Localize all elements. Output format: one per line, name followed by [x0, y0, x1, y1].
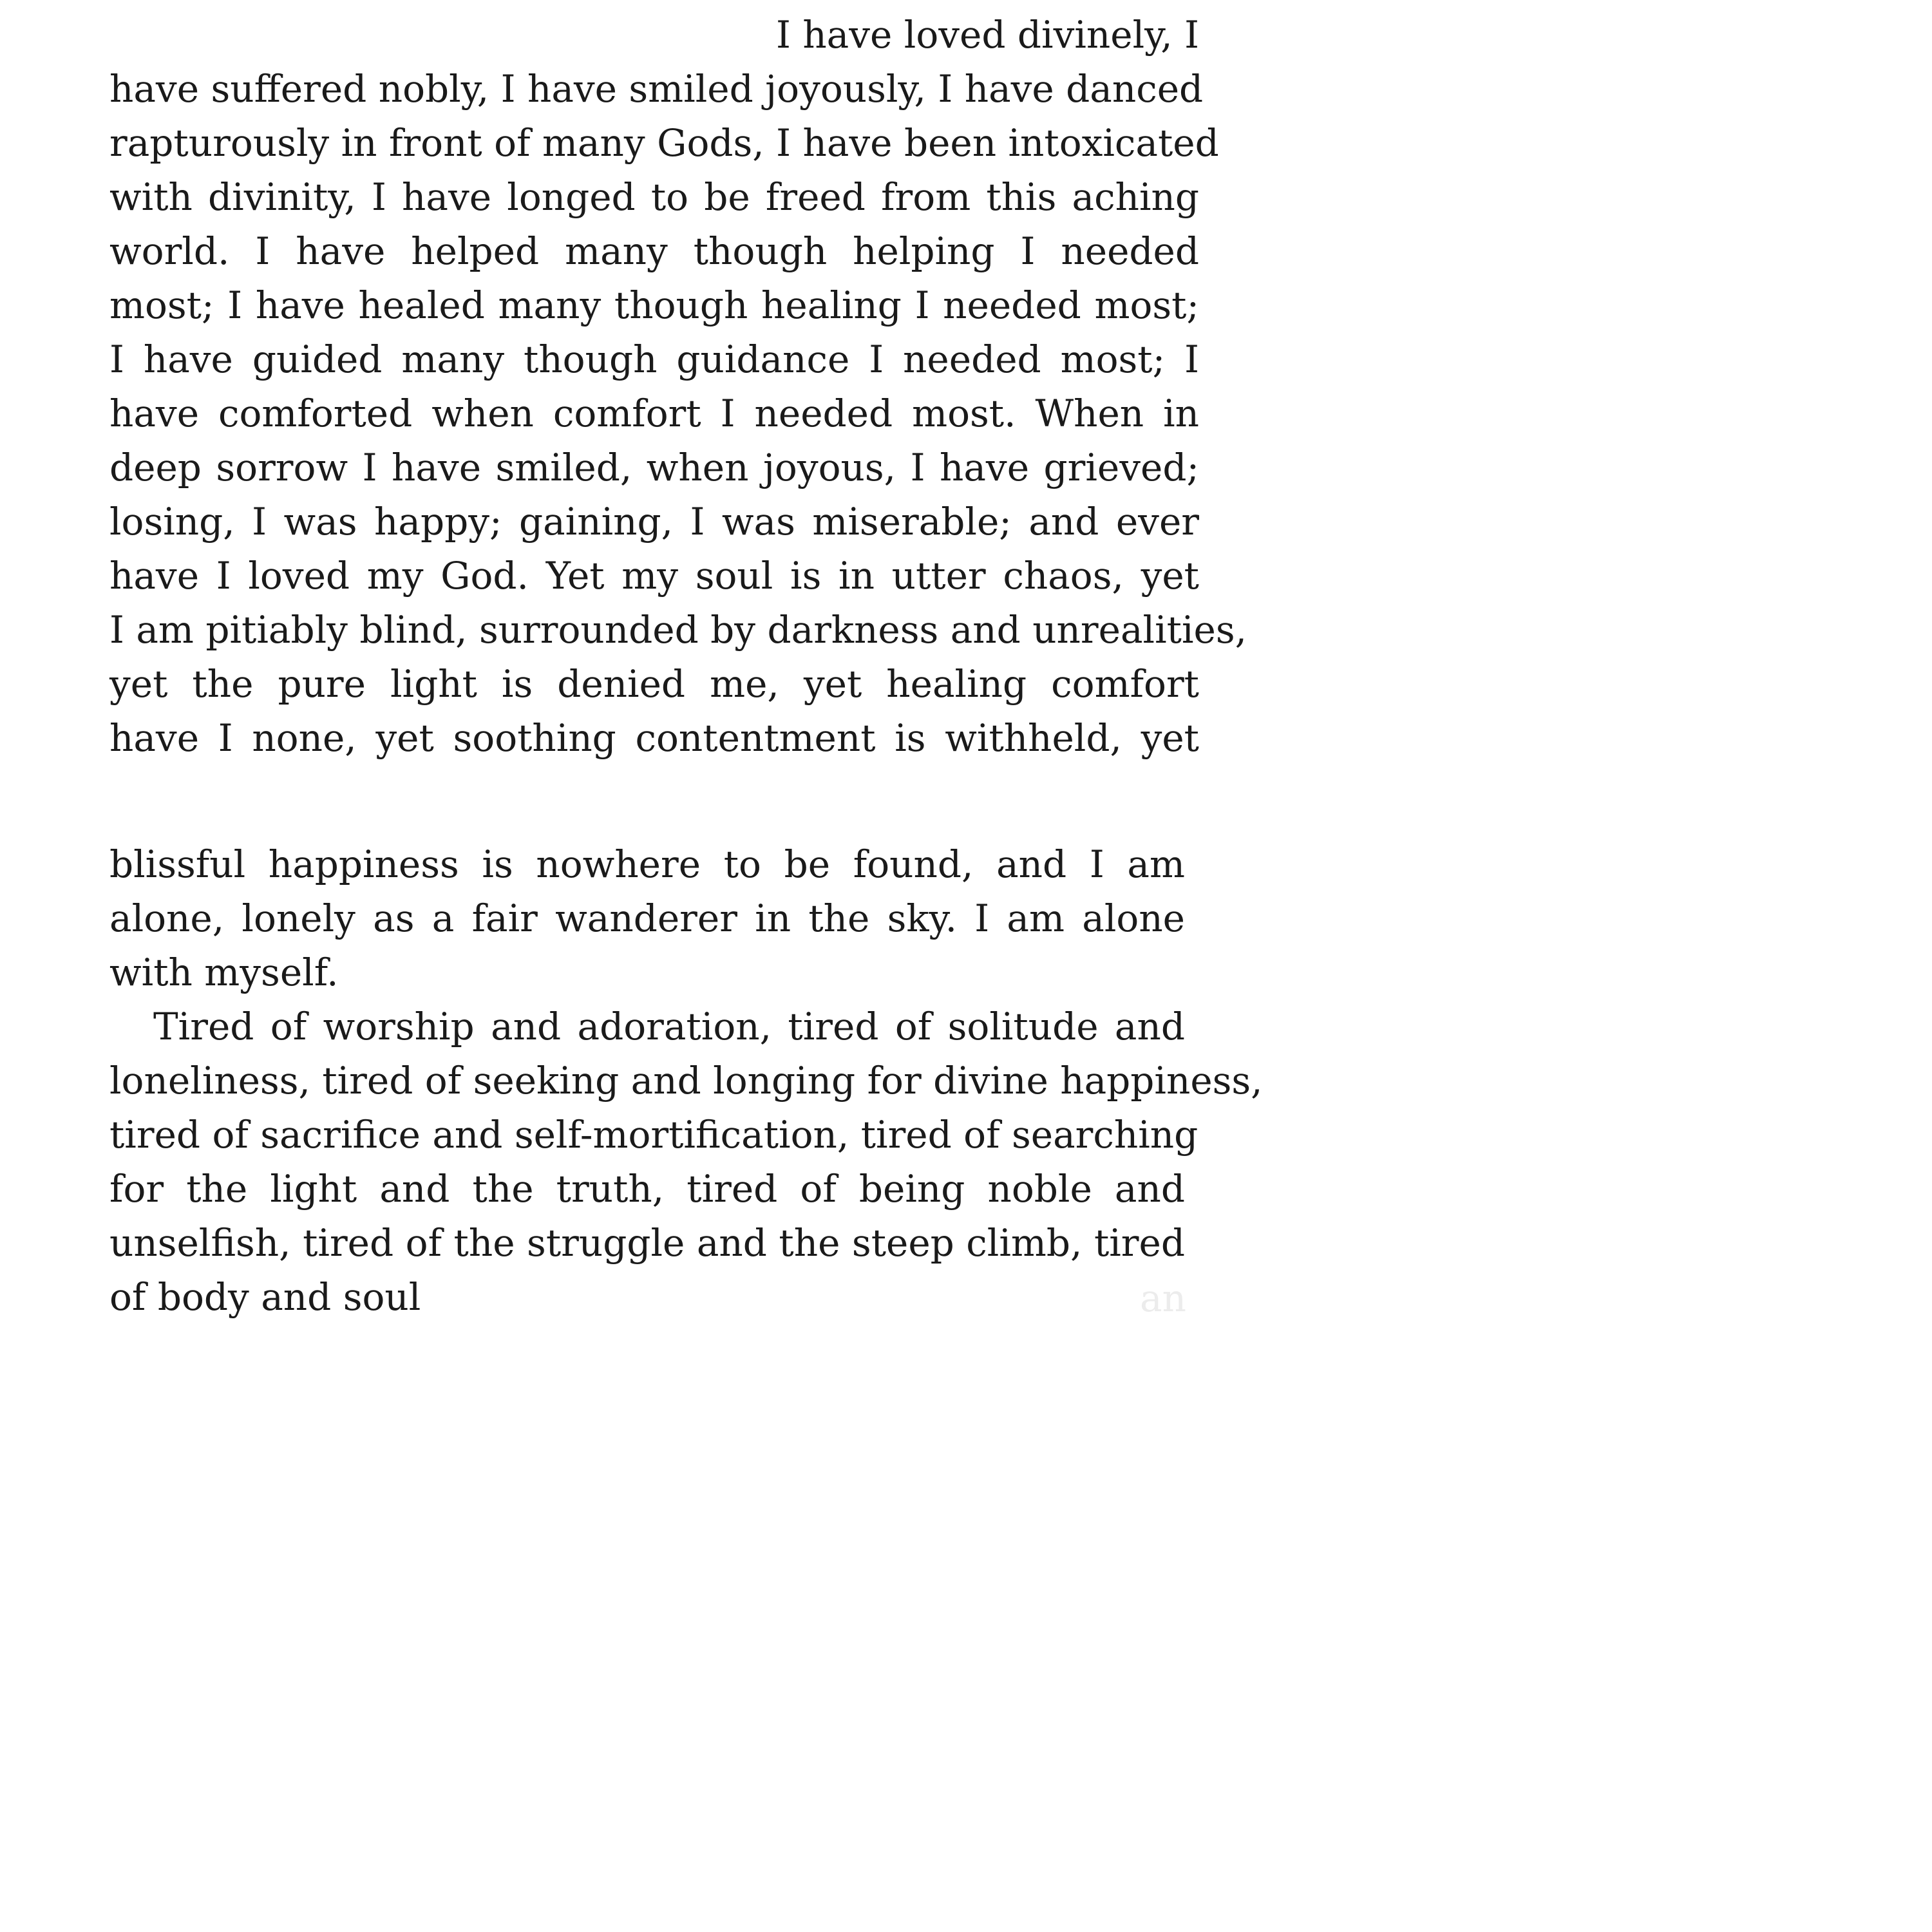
text-line: blissful happiness is nowhere to be found, and I am — [109, 842, 1185, 886]
text-line: I am pitiably blind, surrounded by darkness and unrealities, — [109, 608, 1247, 652]
text-line: unselfish, tired of the struggle and the steep climb, tired — [109, 1221, 1185, 1265]
text-line: have suffered nobly, I have smiled joyously, I have danced — [109, 67, 1204, 111]
text-line: yet the pure light is denied me, yet healing comfort — [109, 662, 1199, 706]
text-line: I have loved divinely, I — [775, 13, 1199, 57]
text-line: have comforted when comfort I needed most. When in — [109, 392, 1199, 435]
paragraph-start-line: Tired of worship and adoration, tired of solitude and — [153, 1005, 1185, 1048]
text-line: have I loved my God. Yet my soul is in utter chaos, yet — [109, 554, 1199, 598]
text-line: world. I have helped many though helping I needed — [109, 229, 1199, 273]
text-line: of body and soul — [109, 1275, 421, 1319]
text-line: have I none, yet soothing contentment is withheld, yet — [109, 716, 1199, 760]
faded-text-fragment: an — [1140, 1276, 1186, 1320]
text-line: tired of sacrifice and self-mortification, tired of searching — [109, 1113, 1198, 1157]
text-line: rapturously in front of many Gods, I have been intoxicated — [109, 121, 1219, 165]
text-line: for the light and the truth, tired of being noble and — [109, 1167, 1185, 1211]
text-line: deep sorrow I have smiled, when joyous, I have grieved; — [109, 446, 1199, 489]
text-line: with divinity, I have longed to be freed from this aching — [109, 175, 1199, 219]
text-line: I have guided many though guidance I needed most; I — [109, 337, 1199, 381]
text-line: losing, I was happy; gaining, I was miserable; and ever — [109, 500, 1199, 544]
text-block-top — [109, 8, 1247, 765]
text-line: most; I have healed many though healing I needed most; — [109, 283, 1199, 327]
text-line: alone, lonely as a fair wanderer in the sky. I am alone — [109, 896, 1185, 940]
text-block-bottom — [109, 837, 1263, 1324]
text-line: with myself. — [109, 951, 339, 994]
text-line: loneliness, tired of seeking and longing for divine happiness, — [109, 1059, 1263, 1103]
